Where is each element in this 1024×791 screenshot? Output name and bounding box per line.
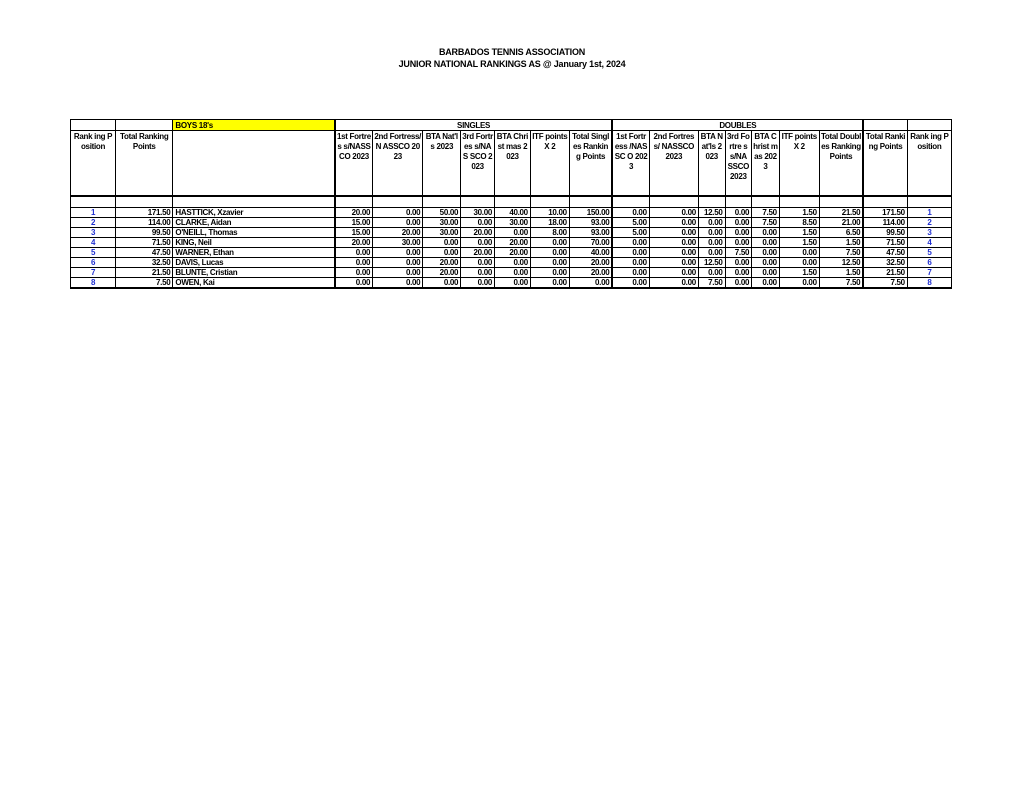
- points-cell: 93.00: [569, 218, 612, 228]
- points-cell: 0.00: [649, 228, 698, 238]
- page-title: BARBADOS TENNIS ASSOCIATION: [438, 47, 586, 57]
- points-cell: 0.00: [649, 208, 698, 218]
- points-cell: 0.00: [649, 238, 698, 248]
- points-cell: 0.00: [725, 228, 752, 238]
- points-cell: 114.00: [116, 218, 173, 228]
- points-cell: 0.00: [569, 278, 612, 289]
- points-cell: 0.00: [698, 238, 725, 248]
- points-cell: 20.00: [569, 268, 612, 278]
- points-cell: 150.00: [569, 208, 612, 218]
- points-cell: 0.00: [461, 278, 495, 289]
- rank-position: 3: [71, 228, 116, 238]
- points-cell: 21.00: [819, 218, 863, 228]
- points-cell: 20.00: [335, 208, 373, 218]
- points-cell: 0.00: [423, 238, 461, 248]
- spacer-row: [71, 196, 952, 208]
- points-cell: 8.00: [530, 228, 569, 238]
- player-name: DAVIS, Lucas: [173, 258, 335, 268]
- points-cell: 7.50: [698, 278, 725, 289]
- points-cell: 0.00: [752, 248, 780, 258]
- points-cell: 0.00: [752, 268, 780, 278]
- table-row: [71, 238, 952, 248]
- points-cell: 18.00: [530, 218, 569, 228]
- column-header: 3rd Fortre ss/NA SSCO 2023: [725, 131, 752, 197]
- points-cell: 20.00: [461, 228, 495, 238]
- points-cell: 0.00: [752, 228, 780, 238]
- points-cell: 0.00: [530, 248, 569, 258]
- table-row: [71, 218, 952, 228]
- points-cell: 0.00: [698, 218, 725, 228]
- points-cell: 0.00: [495, 268, 531, 278]
- table-row: [71, 268, 952, 278]
- table-row: [71, 208, 952, 218]
- points-cell: 0.00: [612, 268, 649, 278]
- points-cell: 7.50: [752, 208, 780, 218]
- points-cell: 7.50: [819, 278, 863, 289]
- points-cell: 0.00: [335, 258, 373, 268]
- points-cell: 1.50: [779, 208, 819, 218]
- category-label: BOYS 18's: [173, 120, 335, 131]
- points-cell: 50.00: [423, 208, 461, 218]
- points-cell: 0.00: [612, 278, 649, 289]
- points-cell: 0.00: [752, 278, 780, 289]
- points-cell: 0.00: [373, 268, 423, 278]
- points-cell: 0.00: [649, 218, 698, 228]
- points-cell: 0.00: [495, 228, 531, 238]
- column-header: ITF points X 2: [530, 131, 569, 197]
- points-cell: 0.00: [698, 228, 725, 238]
- points-cell: 0.00: [335, 278, 373, 289]
- player-name: CLARKE, Aidan: [173, 218, 335, 228]
- column-header: Total Singles Ranking Points: [569, 131, 612, 197]
- points-cell: 32.50: [116, 258, 173, 268]
- points-cell: 0.00: [423, 278, 461, 289]
- points-cell: 99.50: [863, 228, 907, 238]
- rank-position: 4: [71, 238, 116, 248]
- points-cell: 6.50: [819, 228, 863, 238]
- points-cell: 21.50: [863, 268, 907, 278]
- points-cell: 0.00: [373, 248, 423, 258]
- points-cell: 0.00: [530, 258, 569, 268]
- points-cell: 8.50: [779, 218, 819, 228]
- points-cell: 40.00: [495, 208, 531, 218]
- points-cell: 0.00: [725, 208, 752, 218]
- points-cell: 70.00: [569, 238, 612, 248]
- rank-position: 5: [71, 248, 116, 258]
- player-name: WARNER, Ethan: [173, 248, 335, 258]
- points-cell: 12.50: [819, 258, 863, 268]
- points-cell: 0.00: [725, 218, 752, 228]
- points-cell: 0.00: [649, 268, 698, 278]
- player-name: O'NEILL, Thomas: [173, 228, 335, 238]
- points-cell: 1.50: [819, 238, 863, 248]
- rank-position: 3: [907, 228, 951, 238]
- points-cell: 0.00: [530, 238, 569, 248]
- points-cell: 0.00: [725, 258, 752, 268]
- points-cell: 15.00: [335, 228, 373, 238]
- rank-position: 8: [71, 278, 116, 289]
- column-header-row: [71, 131, 952, 197]
- column-header: 1st Fortress /NASSC O 2023: [612, 131, 649, 197]
- points-cell: 7.50: [752, 218, 780, 228]
- points-cell: 30.00: [373, 238, 423, 248]
- points-cell: 0.00: [725, 278, 752, 289]
- points-cell: 0.00: [612, 238, 649, 248]
- points-cell: 21.50: [116, 268, 173, 278]
- table-row: [71, 278, 952, 289]
- points-cell: 7.50: [863, 278, 907, 289]
- points-cell: 20.00: [569, 258, 612, 268]
- rank-position: 8: [907, 278, 951, 289]
- points-cell: 0.00: [612, 208, 649, 218]
- points-cell: 30.00: [495, 218, 531, 228]
- points-cell: 20.00: [461, 248, 495, 258]
- column-header: 2nd Fortress/N ASSCO 2023: [373, 131, 423, 197]
- points-cell: 0.00: [495, 278, 531, 289]
- column-header: Rank ing Position: [71, 131, 116, 197]
- points-cell: 0.00: [423, 248, 461, 258]
- page-subtitle: JUNIOR NATIONAL RANKINGS AS @ January 1st, 2024: [398, 59, 626, 69]
- column-header: [173, 131, 335, 197]
- doubles-group-header: DOUBLES: [612, 120, 863, 131]
- points-cell: 20.00: [335, 238, 373, 248]
- column-header: BTA Nat'ls 2023: [698, 131, 725, 197]
- rank-position: 2: [71, 218, 116, 228]
- points-cell: 12.50: [698, 208, 725, 218]
- points-cell: 71.50: [116, 238, 173, 248]
- rank-position: 1: [71, 208, 116, 218]
- points-cell: 1.50: [779, 228, 819, 238]
- points-cell: 71.50: [863, 238, 907, 248]
- points-cell: 0.00: [530, 278, 569, 289]
- points-cell: 5.00: [612, 218, 649, 228]
- points-cell: 1.50: [779, 238, 819, 248]
- points-cell: 0.00: [779, 258, 819, 268]
- column-header: ITF points X 2: [779, 131, 819, 197]
- points-cell: 0.00: [495, 258, 531, 268]
- points-cell: 0.00: [752, 258, 780, 268]
- player-name: HASTTICK, Xzavier: [173, 208, 335, 218]
- points-cell: 0.00: [649, 278, 698, 289]
- group-header-row: [71, 120, 952, 131]
- column-header: 2nd Fortress/ NASSCO 2023: [649, 131, 698, 197]
- points-cell: 0.00: [779, 278, 819, 289]
- points-cell: 0.00: [698, 248, 725, 258]
- column-header: BTA Nat'ls 2023: [423, 131, 461, 197]
- rank-position: 6: [907, 258, 951, 268]
- points-cell: 7.50: [819, 248, 863, 258]
- points-cell: 40.00: [569, 248, 612, 258]
- points-cell: 0.00: [612, 258, 649, 268]
- points-cell: 0.00: [335, 268, 373, 278]
- points-cell: 20.00: [495, 248, 531, 258]
- points-cell: 20.00: [423, 258, 461, 268]
- points-cell: 47.50: [863, 248, 907, 258]
- points-cell: 30.00: [423, 228, 461, 238]
- points-cell: 15.00: [335, 218, 373, 228]
- rank-position: 6: [71, 258, 116, 268]
- points-cell: 20.00: [373, 228, 423, 238]
- rank-position: 7: [71, 268, 116, 278]
- rank-position: 5: [907, 248, 951, 258]
- points-cell: 20.00: [495, 238, 531, 248]
- table-row: [71, 258, 952, 268]
- points-cell: 0.00: [373, 218, 423, 228]
- singles-group-header: SINGLES: [335, 120, 613, 131]
- points-cell: 30.00: [461, 208, 495, 218]
- player-name: BLUNTE, Cristian: [173, 268, 335, 278]
- column-header: Rank ing Position: [907, 131, 951, 197]
- points-cell: 114.00: [863, 218, 907, 228]
- column-header: 3rd Fortres s/NAS SCO 2023: [461, 131, 495, 197]
- points-cell: 0.00: [649, 248, 698, 258]
- points-cell: 30.00: [423, 218, 461, 228]
- table-row: [71, 228, 952, 238]
- table-row: [71, 248, 952, 258]
- points-cell: 0.00: [725, 238, 752, 248]
- points-cell: 0.00: [649, 258, 698, 268]
- points-cell: 171.50: [863, 208, 907, 218]
- points-cell: 0.00: [725, 268, 752, 278]
- rank-position: 7: [907, 268, 951, 278]
- points-cell: 1.50: [819, 268, 863, 278]
- column-header: 1st Fortres s/NASS CO 2023: [335, 131, 373, 197]
- points-cell: 20.00: [423, 268, 461, 278]
- points-cell: 0.00: [373, 258, 423, 268]
- rank-position: 4: [907, 238, 951, 248]
- points-cell: 0.00: [530, 268, 569, 278]
- column-header: Total Ranking Points: [863, 131, 907, 197]
- player-name: OWEN, Kai: [173, 278, 335, 289]
- rankings-table: [70, 119, 952, 289]
- points-cell: 0.00: [461, 218, 495, 228]
- column-header: BTA Christ mas 2023: [495, 131, 531, 197]
- points-cell: 0.00: [373, 208, 423, 218]
- points-cell: 21.50: [819, 208, 863, 218]
- points-cell: 0.00: [461, 238, 495, 248]
- column-header: BTA Christ mas 2023: [752, 131, 780, 197]
- rank-position: 2: [907, 218, 951, 228]
- points-cell: 0.00: [373, 278, 423, 289]
- points-cell: 0.00: [335, 248, 373, 258]
- points-cell: 99.50: [116, 228, 173, 238]
- points-cell: 0.00: [752, 238, 780, 248]
- points-cell: 1.50: [779, 268, 819, 278]
- points-cell: 171.50: [116, 208, 173, 218]
- points-cell: 0.00: [698, 268, 725, 278]
- column-header: Total Doubles Ranking Points: [819, 131, 863, 197]
- points-cell: 0.00: [461, 268, 495, 278]
- points-cell: 10.00: [530, 208, 569, 218]
- player-name: KING, Neil: [173, 238, 335, 248]
- points-cell: 7.50: [116, 278, 173, 289]
- points-cell: 93.00: [569, 228, 612, 238]
- rank-position: 1: [907, 208, 951, 218]
- points-cell: 12.50: [698, 258, 725, 268]
- points-cell: 47.50: [116, 248, 173, 258]
- column-header: Total Ranking Points: [116, 131, 173, 197]
- points-cell: 7.50: [725, 248, 752, 258]
- points-cell: 0.00: [779, 248, 819, 258]
- points-cell: 0.00: [612, 248, 649, 258]
- points-cell: 0.00: [461, 258, 495, 268]
- points-cell: 5.00: [612, 228, 649, 238]
- points-cell: 32.50: [863, 258, 907, 268]
